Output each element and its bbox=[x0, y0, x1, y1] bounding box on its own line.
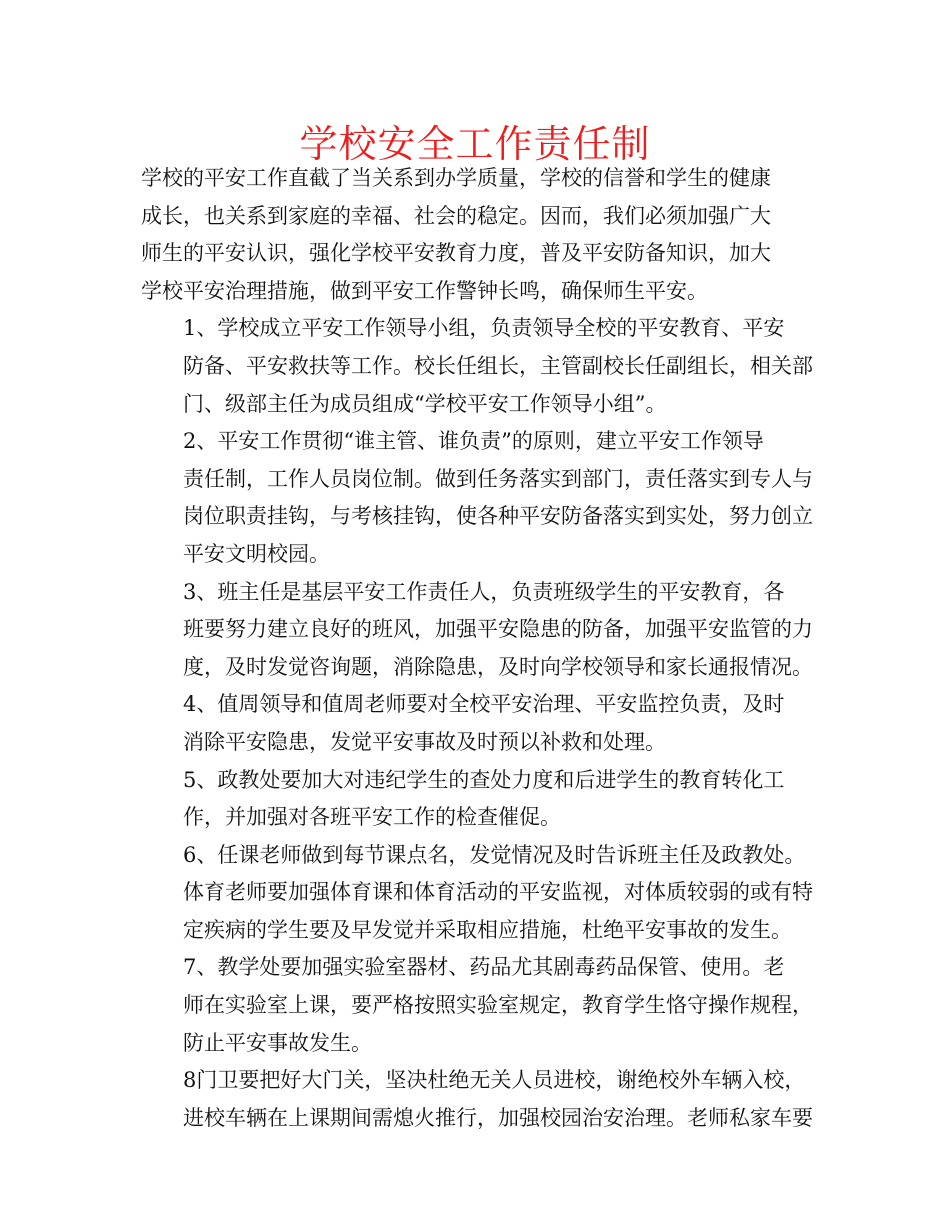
paragraph-line: 2、平安工作贯彻“谁主管、谁负责”的原则，建立平安工作领导 bbox=[183, 429, 764, 454]
document-body bbox=[141, 160, 813, 1137]
paragraph-line: 8门卫要把好大门关，坚决杜绝无关人员进校，谢绝校外车辆入校， bbox=[183, 1068, 806, 1093]
paragraph-7 bbox=[141, 837, 813, 950]
paragraph-line: 门、级部主任为成员组成“学校平安工作领导小组”。 bbox=[183, 391, 667, 416]
paragraph-line: 平安文明校园。 bbox=[183, 541, 330, 566]
paragraph-line: 度，及时发觉咨询题，消除隐患，及时向学校领导和家长通报情况。 bbox=[183, 654, 813, 679]
paragraph-line: 防备、平安救扶等工作。校长任组长，主管副校长任副组长，相关部 bbox=[183, 353, 813, 378]
paragraph-line: 岗位职责挂钩，与考核挂钩，使各种平安防备落实到实处，努力创立 bbox=[183, 504, 813, 529]
paragraph-line: 体育老师要加强体育课和体育活动的平安监视，对体质较弱的或有特 bbox=[183, 880, 813, 905]
paragraph-line: 师生的平安认识，强化学校平安教育力度，普及平安防备知识，加大 bbox=[141, 241, 771, 266]
paragraph-line: 学校的平安工作直截了当关系到办学质量，学校的信誉和学生的健康 bbox=[141, 166, 771, 190]
paragraph-line: 防止平安事故发生。 bbox=[183, 1030, 372, 1055]
paragraph-line: 班要努力建立良好的班风，加强平安隐患的防备，加强平安监管的力 bbox=[183, 617, 813, 642]
paragraph-line: 1、学校成立平安工作领导小组，负责领导全校的平安教育、平安 bbox=[183, 316, 785, 341]
paragraph-line: 消除平安隐患，发觉平安事故及时预以补救和处理。 bbox=[183, 729, 666, 754]
paragraph-3 bbox=[141, 423, 813, 573]
paragraph-line: 定疾病的学生要及早发觉并采取相应措施，杜绝平安事故的发生。 bbox=[183, 917, 792, 942]
paragraph-2 bbox=[141, 310, 813, 423]
paragraph-line: 7、教学处要加强实验室器材、药品尤其剧毒药品保管、使用。老 bbox=[183, 955, 785, 980]
paragraph-line: 进校车辆在上课期间需熄火推行，加强校园治安治理。老师私家车要 bbox=[183, 1105, 813, 1130]
paragraph-line: 5、政教处要加大对违纪学生的查处力度和后进学生的教育转化工 bbox=[183, 767, 785, 792]
paragraph-line: 6、任课老师做到每节课点名，发觉情况及时告诉班主任及政教处。 bbox=[183, 842, 806, 867]
paragraph-line: 责任制，工作人员岗位制。做到任务落实到部门，责任落实到专人与 bbox=[183, 466, 813, 491]
paragraph-line: 师在实验室上课，要严格按照实验室规定，教育学生恪守操作规程， bbox=[183, 993, 813, 1018]
paragraph-line: 4、值周领导和值周老师要对全校平安治理、平安监控负责，及时 bbox=[183, 692, 785, 717]
paragraph-line: 作，并加强对各班平安工作的检查催促。 bbox=[183, 805, 561, 830]
paragraph-line: 3、班主任是基层平安工作责任人，负责班级学生的平安教育，各 bbox=[183, 579, 785, 604]
document-title: 学校安全工作责任制 bbox=[299, 122, 651, 166]
paragraph-8 bbox=[141, 949, 813, 1062]
paragraph-6 bbox=[141, 762, 813, 837]
paragraph-line: 学校平安治理措施，做到平安工作警钟长鸣，确保师生平安。 bbox=[141, 278, 708, 303]
paragraph-line: 成长，也关系到家庭的幸福、社会的稳定。因而，我们必须加强广大 bbox=[141, 203, 771, 228]
paragraph-4 bbox=[141, 574, 813, 687]
paragraph-9 bbox=[141, 1062, 813, 1137]
paragraph-1 bbox=[141, 160, 813, 310]
paragraph-5 bbox=[141, 686, 813, 761]
